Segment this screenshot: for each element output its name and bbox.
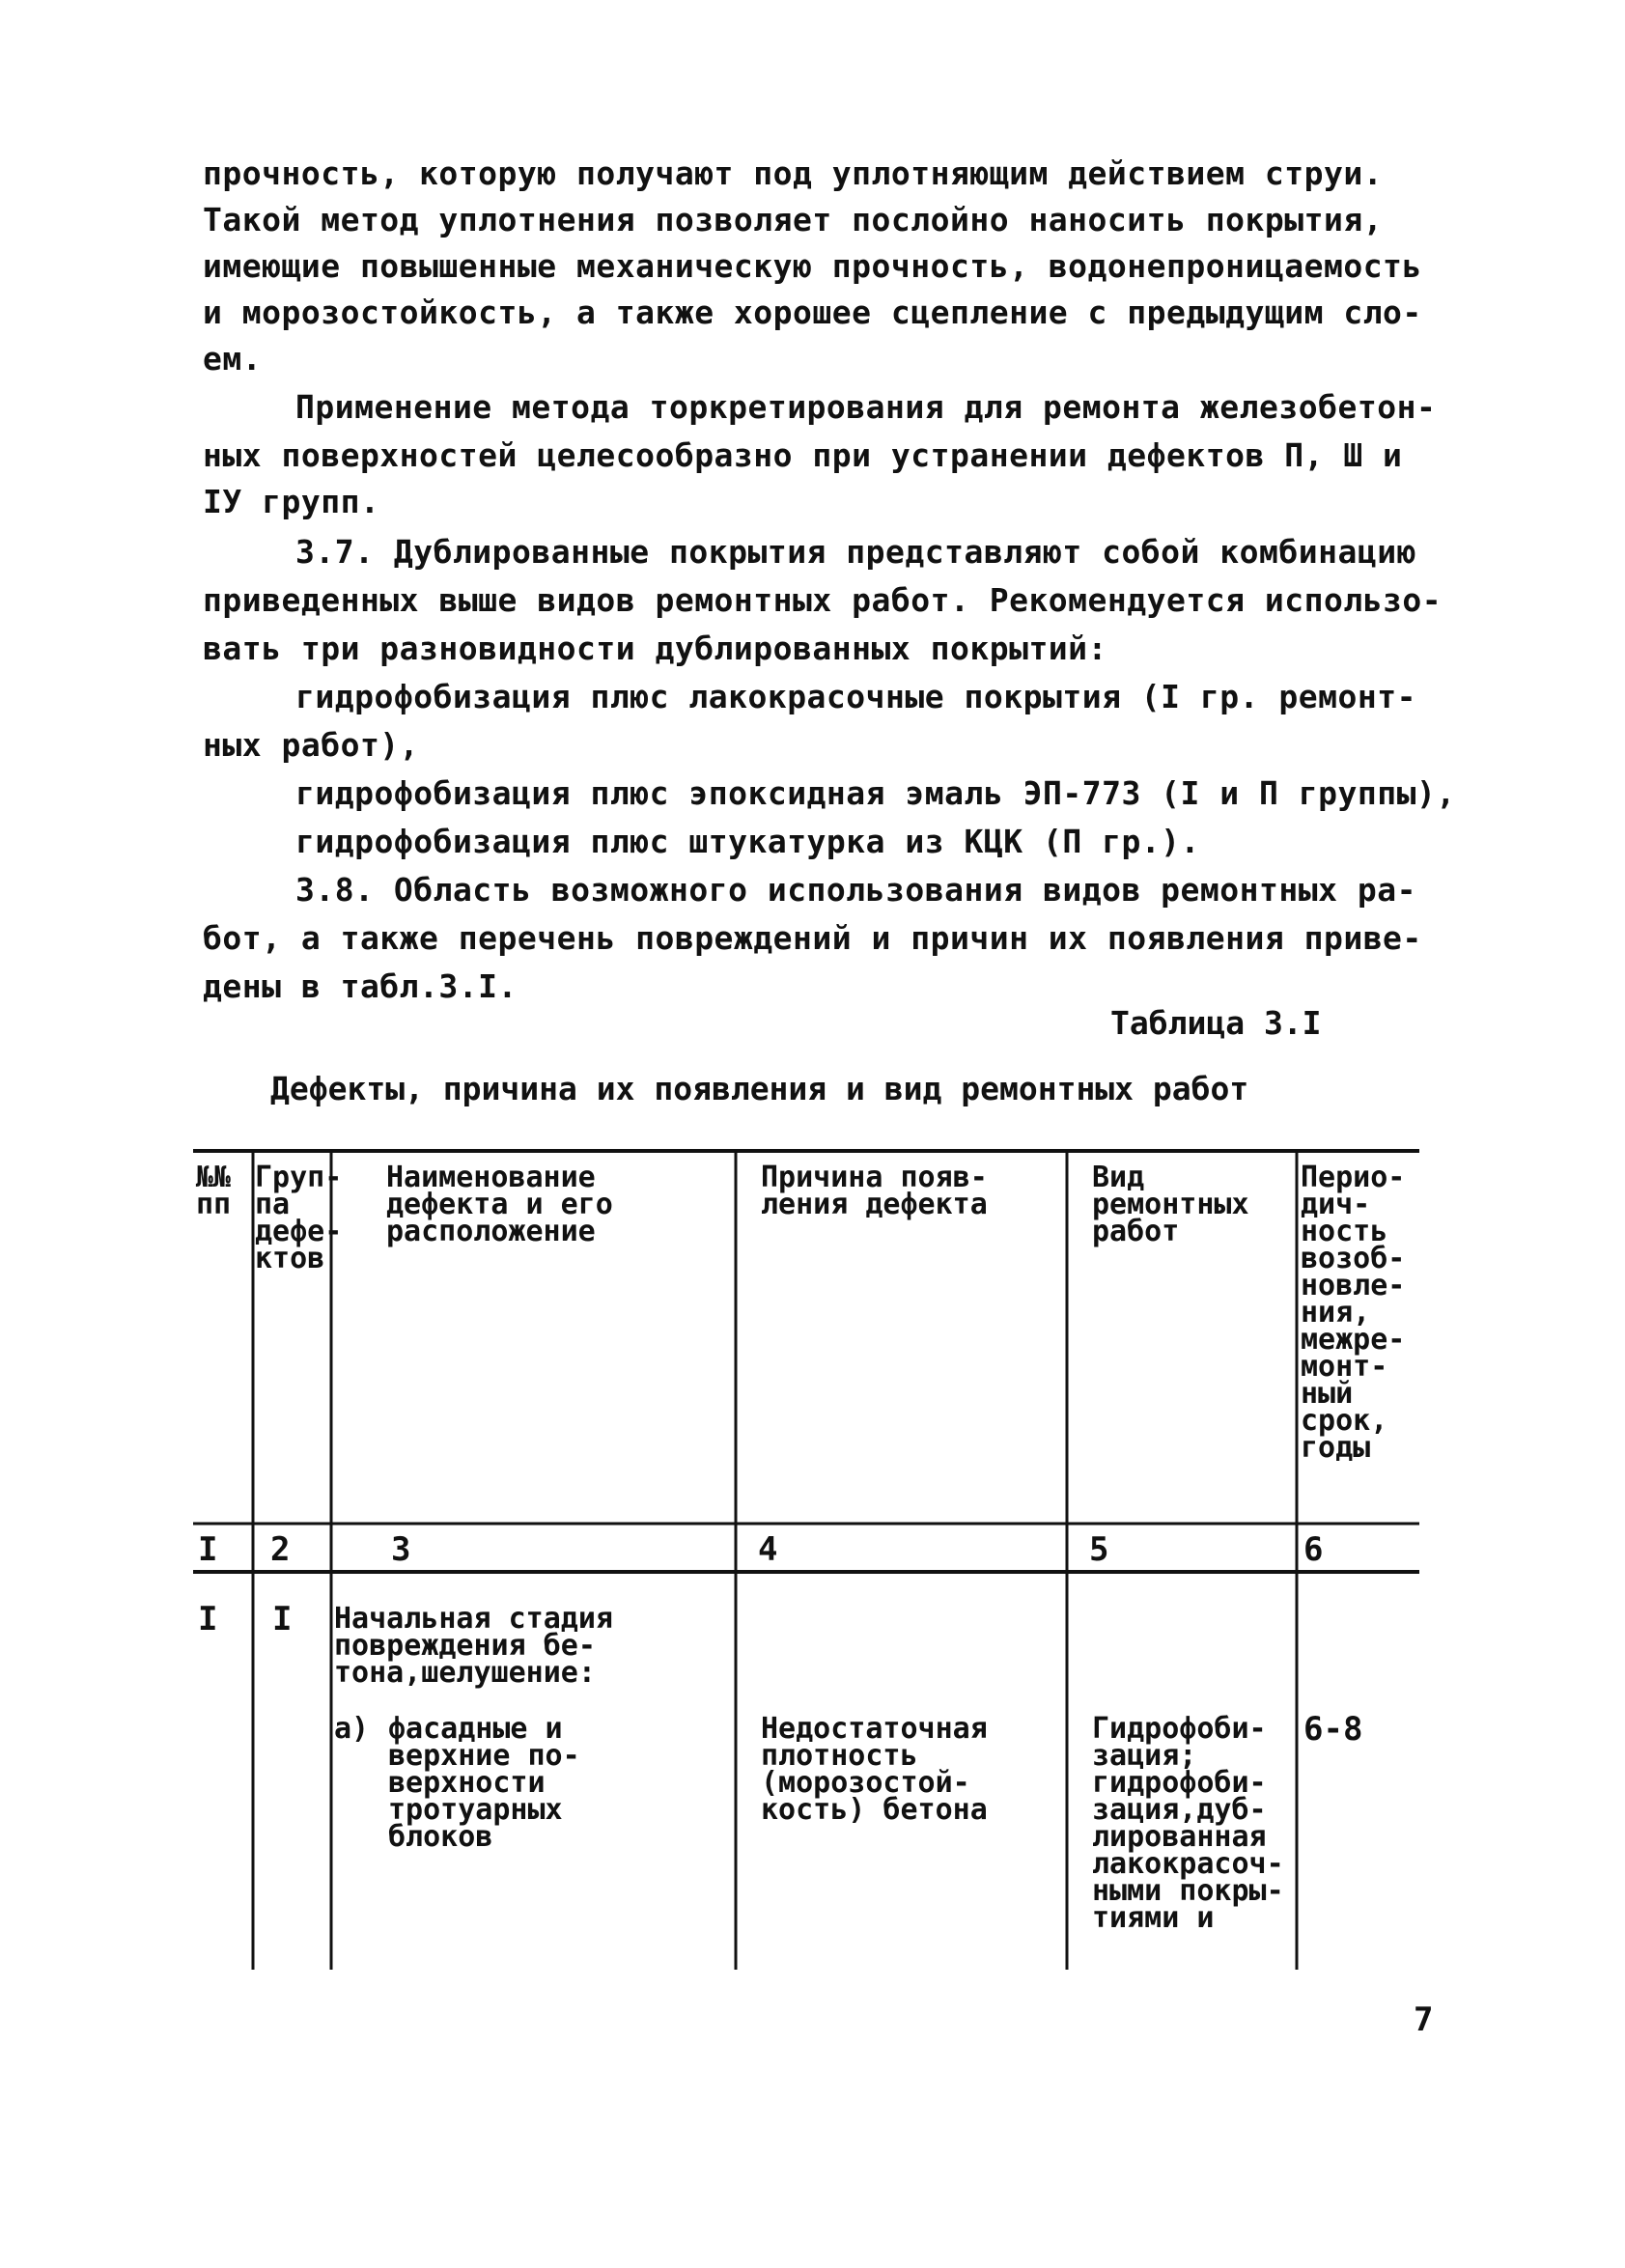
cause-line: Недостаточная xyxy=(761,1712,988,1746)
header-period-line: монт- xyxy=(1301,1350,1388,1384)
text-line: Такой метод уплотнения позволяет послойно наносить покрытия, xyxy=(203,201,1384,238)
header-defect-line: расположение xyxy=(386,1215,596,1248)
column-number: 5 xyxy=(1089,1530,1109,1569)
repair-line: Гидрофоби- xyxy=(1092,1712,1267,1746)
repair-line: ными покры- xyxy=(1092,1874,1284,1908)
column-number: 6 xyxy=(1303,1530,1324,1569)
header-period-line: ный xyxy=(1301,1377,1354,1411)
header-period-line: годы xyxy=(1301,1431,1371,1465)
header-cause-line: ления дефекта xyxy=(761,1188,988,1221)
text-line: приведенных выше видов ремонтных работ. Рекомендуется использо- xyxy=(203,581,1443,619)
repair-line: зация; xyxy=(1092,1739,1197,1773)
header-period-line: возоб- xyxy=(1301,1242,1406,1275)
text-line: дены в табл.3.I. xyxy=(203,967,518,1005)
text-line: ем. xyxy=(203,340,263,378)
text-line: вать три разновидности дублированных покрытий: xyxy=(203,630,1107,667)
defect-item-line: тротуарных xyxy=(388,1793,563,1827)
header-period-line: ния, xyxy=(1301,1296,1371,1330)
header-group-line: Груп- xyxy=(255,1161,343,1194)
header-defect-line: Наименование xyxy=(386,1161,596,1194)
header-period-line: межре- xyxy=(1301,1323,1406,1357)
defect-item-line: верхние по- xyxy=(388,1739,580,1773)
repair-line: лированная xyxy=(1092,1820,1267,1854)
header-period-line: Перио- xyxy=(1301,1161,1406,1194)
header-period-line: ность xyxy=(1301,1215,1388,1248)
text-line: имеющие повышенные механическую прочность, водонепроницаемость xyxy=(203,247,1422,285)
defect-title-line: Начальная стадия xyxy=(334,1602,613,1636)
defect-item-line: фасадные и xyxy=(388,1712,563,1746)
text-line: Применение метода торкретирования для ремонта железобетон- xyxy=(295,388,1437,426)
text-line: прочность, которую получают под уплотняющим действием струи. xyxy=(203,154,1384,192)
text-line: ных поверхностей целесообразно при устранении дефектов П, Ш и xyxy=(203,436,1403,474)
header-period-line: дич- xyxy=(1301,1188,1371,1221)
column-number: 3 xyxy=(391,1530,411,1569)
repair-line: гидрофоби- xyxy=(1092,1766,1267,1800)
defect-title-line: повреждения бе- xyxy=(334,1629,596,1663)
column-number: I xyxy=(198,1530,218,1569)
header-repair-line: Вид xyxy=(1092,1161,1145,1194)
row-number: I xyxy=(198,1600,218,1638)
header-period-line: новле- xyxy=(1301,1269,1406,1302)
text-line: и морозостойкость, а также хорошее сцепление с предыдущим сло- xyxy=(203,294,1422,331)
header-num-line: №№ xyxy=(196,1161,232,1194)
defect-item-label: а) xyxy=(334,1712,370,1746)
defect-item-line: верхности xyxy=(388,1766,546,1800)
text-line: 3.7. Дублированные покрытия представляют собой комбинацию xyxy=(295,533,1416,571)
header-repair-line: работ xyxy=(1092,1215,1180,1248)
cause-line: плотность xyxy=(761,1739,918,1773)
row-group: I xyxy=(272,1600,293,1638)
repair-line: зация,дуб- xyxy=(1092,1793,1267,1827)
column-number: 2 xyxy=(270,1530,291,1569)
page-number: 7 xyxy=(1414,2001,1434,2039)
table-label: Таблица 3.I xyxy=(1110,1004,1322,1042)
text-line: гидрофобизация плюс лакокрасочные покрытия (I гр. ремонт- xyxy=(295,678,1416,715)
text-line: 3.8. Область возможного использования видов ремонтных ра- xyxy=(295,871,1416,909)
header-group-line: ктов xyxy=(255,1242,325,1275)
header-num-line: пп xyxy=(196,1188,232,1221)
cause-line: кость) бетона xyxy=(761,1793,988,1827)
header-period-line: срок, xyxy=(1301,1404,1388,1438)
cause-line: (морозостой- xyxy=(761,1766,970,1800)
text-line: IУ групп. xyxy=(203,483,380,520)
header-group-line: па xyxy=(255,1188,291,1221)
defect-item-line: блоков xyxy=(388,1820,493,1854)
table-caption: Дефекты, причина их появления и вид ремонтных работ xyxy=(270,1070,1249,1107)
text-line: бот, а также перечень повреждений и причин их появления приве- xyxy=(203,919,1422,957)
header-repair-line: ремонтных xyxy=(1092,1188,1249,1221)
text-line: гидрофобизация плюс штукатурка из КЦК (П гр.). xyxy=(295,823,1200,860)
header-cause-line: Причина появ- xyxy=(761,1161,988,1194)
repair-line: тиями и xyxy=(1092,1901,1215,1935)
repair-line: лакокрасоч- xyxy=(1092,1847,1284,1881)
text-line: гидрофобизация плюс эпоксидная эмаль ЭП-773 (I и П группы), xyxy=(295,774,1456,812)
text-line: ных работ), xyxy=(203,726,420,764)
defect-title-line: тона,шелушение: xyxy=(334,1656,596,1690)
column-number: 4 xyxy=(758,1530,778,1569)
period-value: 6-8 xyxy=(1303,1710,1363,1749)
header-defect-line: дефекта и его xyxy=(386,1188,613,1221)
header-group-line: дефе- xyxy=(255,1215,343,1248)
